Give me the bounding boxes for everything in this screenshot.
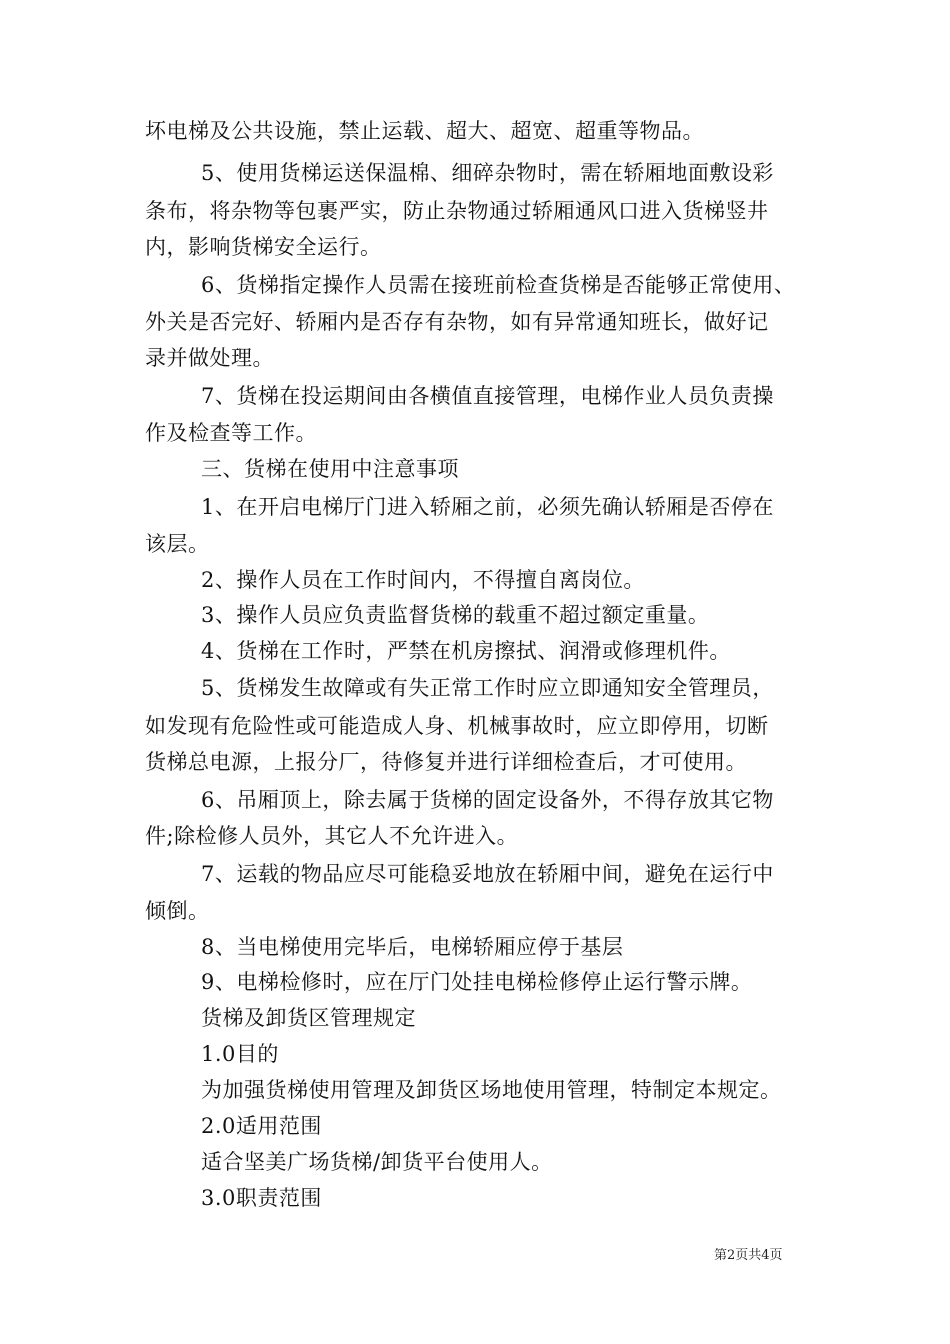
paragraph-line: 6、吊厢顶上，除去属于货梯的固定设备外，不得存放其它物	[201, 788, 774, 812]
paragraph-line: 9、电梯检修时，应在厅门处挂电梯检修停止运行警示牌。	[201, 970, 753, 994]
paragraph-line: 2、操作人员在工作时间内，不得擅自离岗位。	[201, 568, 645, 592]
paragraph-line: 该层。	[145, 532, 210, 556]
paragraph-line: 7、运载的物品应尽可能稳妥地放在轿厢中间，避免在运行中	[201, 862, 774, 886]
paragraph-line: 适合坚美广场货梯/卸货平台使用人。	[201, 1150, 553, 1174]
paragraph-line: 8、当电梯使用完毕后，电梯轿厢应停于基层	[201, 935, 624, 959]
paragraph-line: 为加强货梯使用管理及卸货区场地使用管理，特制定本规定。	[201, 1078, 782, 1102]
paragraph-line: 条布，将杂物等包裹严实，防止杂物通过轿厢通风口进入货梯竖井	[145, 199, 769, 223]
paragraph-line: 作及检查等工作。	[145, 421, 317, 445]
paragraph-line: 坏电梯及公共设施，禁止运载、超大、超宽、超重等物品。	[145, 119, 704, 143]
paragraph-line: 外关是否完好、轿厢内是否存有杂物，如有异常通知班长，做好记	[145, 310, 769, 334]
paragraph-line: 7、货梯在投运期间由各横值直接管理，电梯作业人员负责操	[201, 384, 774, 408]
page-number: 第2页共4页	[714, 1248, 783, 1263]
paragraph-line: 1、在开启电梯厅门进入轿厢之前，必须先确认轿厢是否停在	[201, 495, 774, 519]
section-heading: 3.0职责范围	[201, 1186, 322, 1210]
paragraph-line: 内，影响货梯安全运行。	[145, 235, 382, 259]
document-title: 货梯及卸货区管理规定	[201, 1006, 416, 1030]
paragraph-line: 如发现有危险性或可能造成人身、机械事故时，应立即停用，切断	[145, 714, 769, 738]
paragraph-line: 货梯总电源，上报分厂，待修复并进行详细检查后，才可使用。	[145, 750, 747, 774]
paragraph-line: 3、操作人员应负责监督货梯的载重不超过额定重量。	[201, 603, 710, 627]
paragraph-line: 4、货梯在工作时，严禁在机房擦拭、润滑或修理机件。	[201, 639, 731, 663]
paragraph-line: 倾倒。	[145, 899, 210, 923]
paragraph-line: 5、使用货梯运送保温棉、细碎杂物时，需在轿厢地面敷设彩	[201, 161, 774, 185]
paragraph-line: 录并做处理。	[145, 346, 274, 370]
section-heading: 三、货梯在使用中注意事项	[201, 457, 459, 481]
section-heading: 2.0适用范围	[201, 1114, 322, 1138]
paragraph-line: 6、货梯指定操作人员需在接班前检查货梯是否能够正常使用、	[201, 273, 796, 297]
paragraph-line: 5、货梯发生故障或有失正常工作时应立即通知安全管理员，	[201, 676, 774, 700]
paragraph-line: 件;除检修人员外，其它人不允许进入。	[145, 824, 519, 848]
section-heading: 1.0目的	[201, 1042, 279, 1066]
